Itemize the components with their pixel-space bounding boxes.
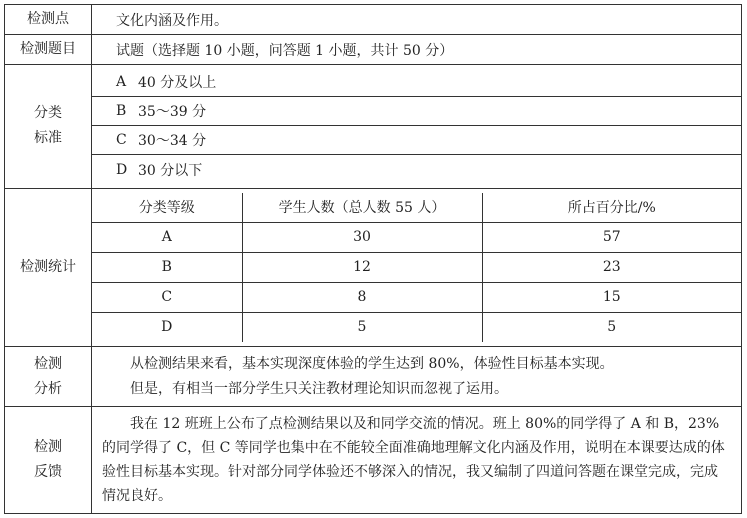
- label-feedback-line1: 检测: [34, 439, 62, 456]
- label-analysis: [5, 347, 92, 407]
- label-stats: 检测统计: [5, 188, 92, 346]
- label-items: 检测题目: [5, 35, 92, 65]
- criteria-text: 40 分及以上: [138, 75, 217, 92]
- label-criteria: [5, 65, 92, 189]
- criteria-item: [92, 155, 741, 184]
- stats-grade: A: [92, 222, 242, 252]
- label-criteria-line1: 分类: [34, 105, 62, 122]
- stats-header: 所占百分比/%: [482, 193, 741, 223]
- feedback-paragraph: 我在 12 班班上公布了点检测结果以及和同学交流的情况。班上 80%的同学得了 A 和 B，23%的同学得了 C，但 C 等同学也集中在不能较全面准确地理解文化内涵及作用，说明在本课要达成的体验性目标基本实现。针对部分同学体验还不够深入的情况，我又编制了四道问答题在课堂完成，完成情况良好。: [102, 416, 725, 505]
- criteria-text: 30～34 分: [138, 133, 207, 150]
- row-items: [5, 35, 742, 65]
- stats-count: 30: [242, 222, 482, 252]
- value-items: 试题（选择题 10 小题，问答题 1 小题，共计 50 分）: [92, 35, 742, 65]
- assessment-table: [4, 4, 742, 514]
- row-feedback: [5, 407, 742, 514]
- stats-header: 学生人数（总人数 55 人）: [242, 193, 482, 223]
- stats-count: 5: [242, 312, 482, 342]
- stats-header: 分类等级: [92, 193, 242, 223]
- label-analysis-line2: 分析: [34, 380, 62, 397]
- analysis-paragraph: 但是，有相当一部分学生只关注教材理论知识而忽视了运用。: [130, 380, 508, 397]
- stats-grade: C: [92, 282, 242, 312]
- criteria-text: 35～39 分: [138, 104, 207, 121]
- label-criteria-line2: 标准: [34, 130, 62, 147]
- criteria-grade: A: [116, 74, 127, 91]
- analysis-text: [92, 347, 742, 407]
- criteria-text: 30 分以下: [138, 162, 203, 179]
- row-criteria: [5, 65, 742, 189]
- stats-header-row: [92, 193, 741, 223]
- analysis-paragraph: 从检测结果来看，基本实现深度体验的学生达到 80%，体验性目标基本实现。: [130, 355, 614, 372]
- stats-cell: [92, 188, 742, 346]
- stats-percent: 23: [482, 252, 741, 282]
- table-row: [92, 312, 741, 342]
- feedback-text: [92, 407, 742, 514]
- row-analysis: [5, 347, 742, 407]
- criteria-item: [92, 126, 741, 155]
- label-analysis-line1: 检测: [34, 355, 62, 372]
- stats-count: 12: [242, 252, 482, 282]
- table-row: [92, 282, 741, 312]
- criteria-grade: B: [116, 103, 127, 120]
- row-stats: [5, 188, 742, 346]
- criteria-grade: D: [116, 161, 128, 178]
- value-point: 文化内涵及作用。: [92, 5, 742, 35]
- stats-grade: D: [161, 319, 173, 336]
- criteria-grade: C: [116, 132, 127, 149]
- stats-percent: 15: [482, 282, 741, 312]
- table-row: [92, 222, 741, 252]
- label-feedback-line2: 反馈: [34, 464, 62, 481]
- criteria-item: [92, 68, 741, 97]
- stats-count: 8: [242, 282, 482, 312]
- row-point: [5, 5, 742, 35]
- stats-percent: 57: [482, 222, 741, 252]
- stats-grade: B: [92, 252, 242, 282]
- stats-percent: 5: [482, 312, 741, 342]
- label-feedback: [5, 407, 92, 514]
- criteria-item: [92, 97, 741, 126]
- criteria-list: [92, 65, 742, 189]
- stats-table: [92, 193, 741, 342]
- label-point: 检测点: [5, 5, 92, 35]
- table-row: [92, 252, 741, 282]
